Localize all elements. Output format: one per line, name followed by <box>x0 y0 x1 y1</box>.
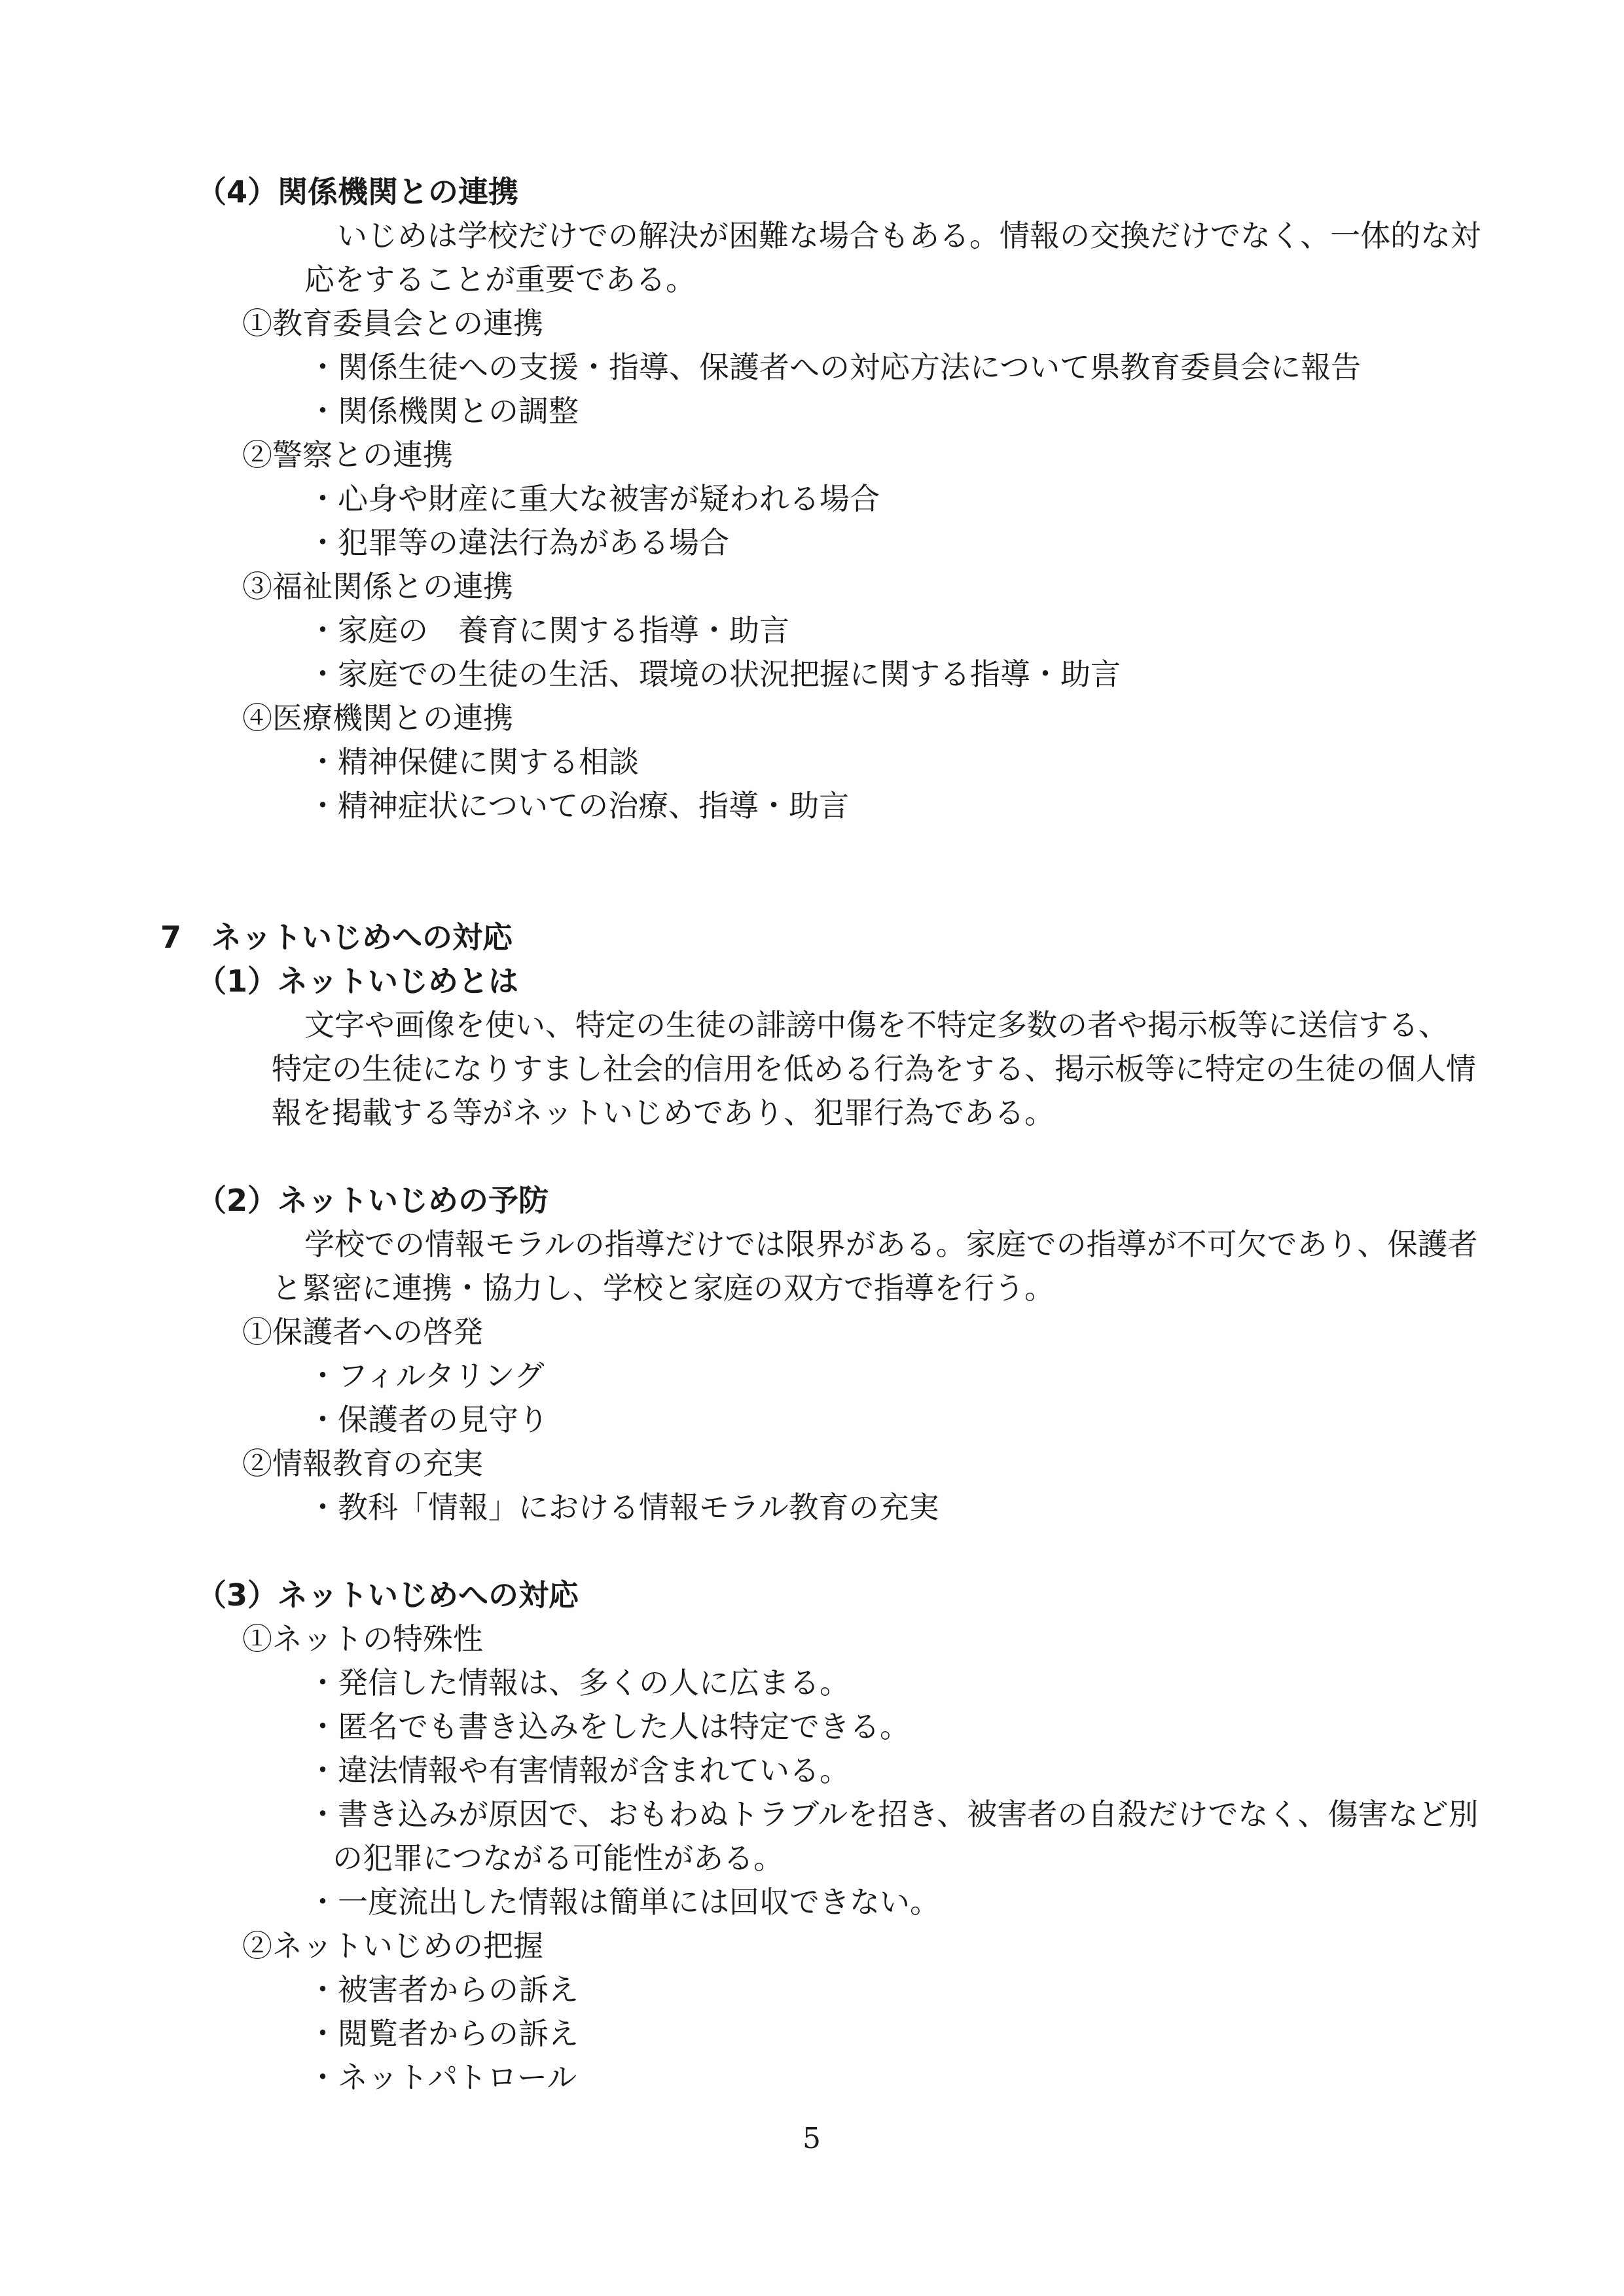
bullet-item: ・発信した情報は、多くの人に広まる。 <box>308 1665 850 1700</box>
paragraph-line: 学校での情報モラルの指導だけでは限界がある。家庭での指導が不可欠であり、保護者 <box>304 1227 1478 1262</box>
bullet-item: ・保護者の見守り <box>308 1402 549 1437</box>
paragraph-line: 報を掲載する等がネットいじめであり、犯罪行為である。 <box>272 1095 1055 1130</box>
subsection-information-education: ②情報教育の充実 <box>242 1446 483 1481</box>
bullet-item: ・家庭での生徒の生活、環境の状況把握に関する指導・助言 <box>308 656 1121 692</box>
bullet-item: ・ネットパトロール <box>308 2060 577 2095</box>
bullet-item: ・一度流出した情報は簡単には回収できない。 <box>308 1884 940 1920</box>
page-number: 5 <box>803 2122 821 2155</box>
subsection-board-of-education: ①教育委員会との連携 <box>242 306 543 341</box>
bullet-item: ・匿名でも書き込みをした人は特定できる。 <box>308 1709 910 1744</box>
subsection-welfare: ③福祉関係との連携 <box>242 569 513 604</box>
paragraph-line: と緊密に連携・協力し、学校と家庭の双方で指導を行う。 <box>272 1270 1055 1306</box>
bullet-item: ・精神症状についての治療、指導・助言 <box>308 788 850 823</box>
bullet-item: ・精神保健に関する相談 <box>308 744 639 780</box>
section-4-heading: （4）関係機関との連携 <box>196 174 519 209</box>
section-7-1-heading: （1）ネットいじめとは <box>196 963 519 999</box>
bullet-item: ・関係生徒への支援・指導、保護者への対応方法について県教育委員会に報告 <box>308 350 1362 385</box>
section-7-2-heading: （2）ネットいじめの予防 <box>196 1183 549 1218</box>
section-4-intro-line-1: いじめは学校だけでの解決が困難な場合もある。情報の交換だけでなく、一体的な対 <box>337 218 1481 253</box>
subsection-medical: ④医療機関との連携 <box>242 700 513 736</box>
subsection-police: ②警察との連携 <box>242 437 453 473</box>
bullet-item: ・関係機関との調整 <box>308 393 579 429</box>
bullet-item: ・被害者からの訴え <box>308 1972 579 2007</box>
section-7-3-heading: （3）ネットいじめへの対応 <box>196 1577 579 1613</box>
paragraph-line: 特定の生徒になりすまし社会的信用を低める行為をする、掲示板等に特定の生徒の個人情 <box>272 1051 1476 1086</box>
subsection-net-characteristics: ①ネットの特殊性 <box>242 1621 483 1657</box>
bullet-item: ・閲覧者からの訴え <box>308 2016 579 2051</box>
paragraph-line: 文字や画像を使い、特定の生徒の誹謗中傷を不特定多数の者や掲示板等に送信する、 <box>304 1007 1449 1043</box>
bullet-item: ・書き込みが原因で、おもわぬトラブルを招き、被害者の自殺だけでなく、傷害など別 <box>308 1797 1479 1832</box>
bullet-item: ・フィルタリング <box>308 1358 545 1393</box>
bullet-item: ・心身や財産に重大な被害が疑われる場合 <box>308 481 880 516</box>
bullet-item: ・犯罪等の違法行為がある場合 <box>308 525 729 560</box>
bullet-item: ・家庭の 養育に関する指導・助言 <box>308 613 789 648</box>
bullet-item: ・違法情報や有害情報が含まれている。 <box>308 1753 850 1788</box>
subsection-net-bullying-detection: ②ネットいじめの把握 <box>242 1928 543 1964</box>
bullet-item-continuation: の犯罪につながる可能性がある。 <box>333 1840 784 1876</box>
section-7-heading: 7 ネットいじめへの対応 <box>160 920 513 955</box>
subsection-parent-awareness: ①保護者への啓発 <box>242 1314 483 1350</box>
section-4-intro-line-2: 応をすることが重要である。 <box>304 262 696 297</box>
bullet-item: ・教科「情報」における情報モラル教育の充実 <box>308 1490 939 1525</box>
